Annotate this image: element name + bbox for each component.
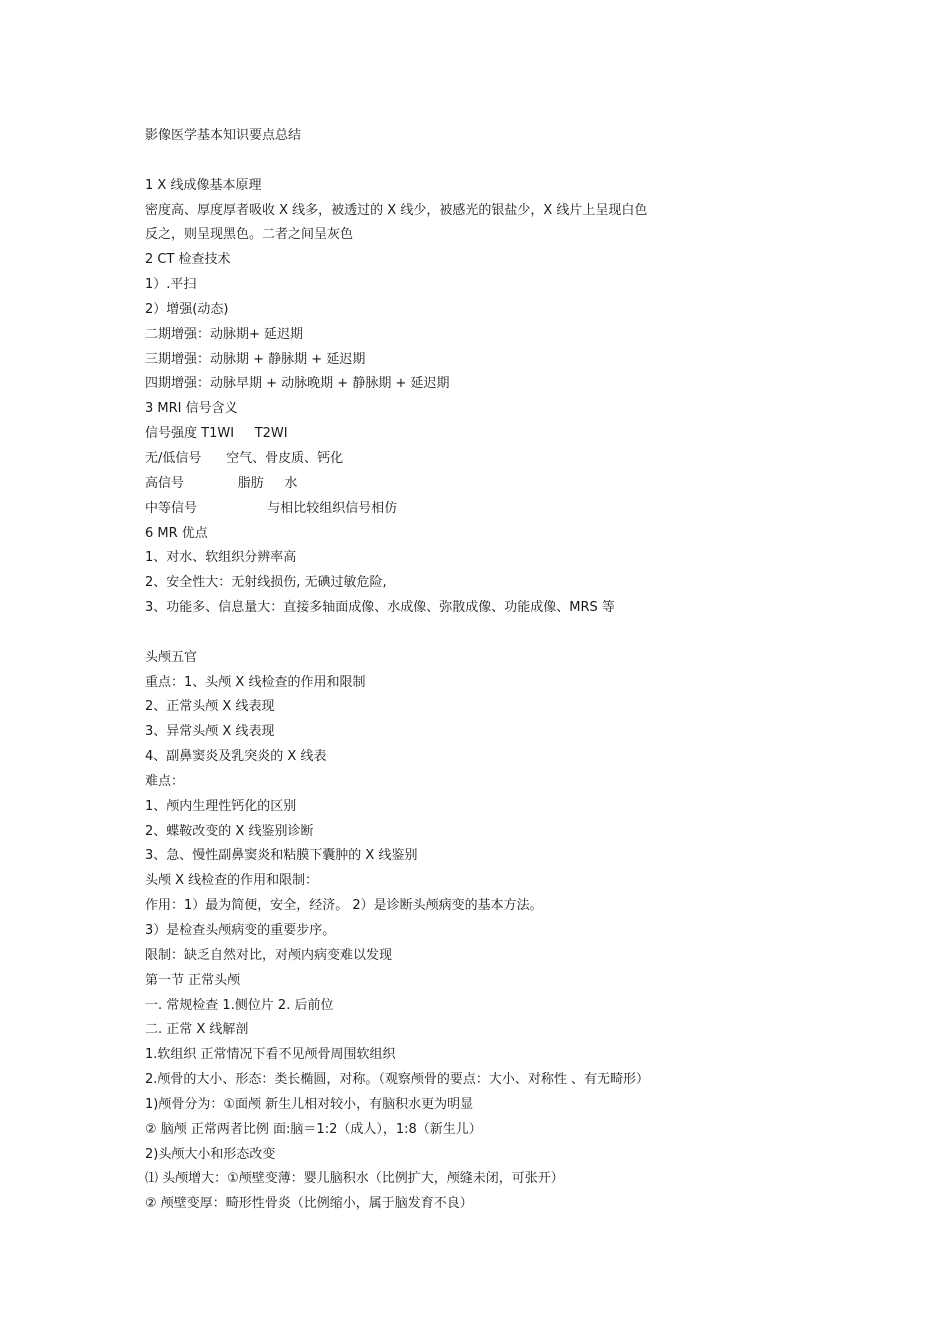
- text-line: 1)颅骨分为：①面颅 新生儿相对较小，有脑积水更为明显: [145, 1096, 474, 1112]
- text-line: 二期增强：动脉期+ 延迟期: [145, 326, 304, 342]
- section-heading-ct: 2 CT 检查技术: [145, 252, 231, 268]
- text-line: 3、功能多、信息量大：直接多轴面成像、水成像、弥散成像、功能成像、MRS 等: [145, 600, 615, 616]
- text-line: ⑴ 头颅增大：①颅壁变薄：婴儿脑积水（比例扩大，颅缝未闭，可张开）: [145, 1171, 564, 1187]
- section-heading-mr: 6 MR 优点: [145, 525, 208, 541]
- document-body: [145, 124, 825, 1217]
- text-line: ② 脑颅 正常两者比例 面:脑＝1:2（成人），1:8（新生儿）: [145, 1121, 482, 1137]
- text-line: 二. 正常 X 线解剖: [145, 1022, 249, 1038]
- text-line: 无/低信号 空气、骨皮质、钙化: [145, 450, 344, 466]
- text-line: 1、颅内生理性钙化的区别: [145, 798, 297, 814]
- text-line: 三期增强：动脉期 + 静脉期 + 延迟期: [145, 351, 366, 367]
- text-line: 2）增强(动态): [145, 301, 229, 317]
- text-line: 一. 常规检查 1.侧位片 2. 后前位: [145, 997, 334, 1013]
- section-heading-normal-skull: 第一节 正常头颅: [145, 972, 241, 988]
- text-line: 2、正常头颅 X 线表现: [145, 699, 275, 715]
- text-line: 3、异常头颅 X 线表现: [145, 724, 275, 740]
- text-line: 限制：缺乏自然对比，对颅内病变难以发现: [145, 947, 393, 963]
- text-line: 头颅 X 线检查的作用和限制：: [145, 873, 319, 889]
- text-line: 2、蝶鞍改变的 X 线鉴别诊断: [145, 823, 314, 839]
- text-line: 高信号 脂肪 水: [145, 475, 298, 491]
- text-line: 1）.平扫: [145, 277, 197, 293]
- text-line: 中等信号 与相比较组织信号相仿: [145, 500, 398, 516]
- document-title: 影像医学基本知识要点总结: [145, 128, 302, 143]
- text-line: ② 颅壁变厚：畸形性骨炎（比例缩小，属于脑发育不良）: [145, 1196, 473, 1212]
- text-line: 2、安全性大：无射线损伤, 无碘过敏危险,: [145, 575, 387, 591]
- text-line: 3）是检查头颅病变的重要步序。: [145, 923, 336, 938]
- text-line: 四期增强：动脉早期 + 动脉晚期 + 静脉期 + 延迟期: [145, 376, 450, 392]
- text-line: 3、急、慢性副鼻窦炎和粘膜下囊肿的 X 线鉴别: [145, 848, 418, 864]
- blank-line: [145, 149, 825, 174]
- text-line: 密度高、厚度厚者吸收 X 线多，被透过的 X 线少，被感光的银盐少，X 线片上呈现白色: [145, 202, 648, 218]
- text-line: 2)头颅大小和形态改变: [145, 1146, 276, 1162]
- section-heading-head: 头颅五官: [145, 649, 198, 665]
- text-line: 4、副鼻窦炎及乳突炎的 X 线表: [145, 749, 327, 765]
- text-line: 1、对水、软组织分辨率高: [145, 550, 297, 566]
- text-line: 反之，则呈现黑色。二者之间呈灰色: [145, 227, 354, 243]
- text-line: 信号强度 T1WI T2WI: [145, 426, 288, 442]
- text-line: 重点：1、头颅 X 线检查的作用和限制: [145, 674, 366, 690]
- section-heading-xray: 1 X 线成像基本原理: [145, 177, 262, 193]
- text-line: 作用：1）最为简便，安全，经济。 2）是诊断头颅病变的基本方法。: [145, 898, 543, 914]
- blank-line: [145, 621, 825, 646]
- text-line: 难点：: [145, 773, 185, 789]
- section-heading-mri: 3 MRI 信号含义: [145, 401, 238, 417]
- text-line: 1.软组织 正常情况下看不见颅骨周围软组织: [145, 1047, 396, 1063]
- text-line: 2.颅骨的大小、形态：类长椭圆，对称。（观察颅骨的要点：大小、对称性 、有无畸形）: [145, 1072, 650, 1088]
